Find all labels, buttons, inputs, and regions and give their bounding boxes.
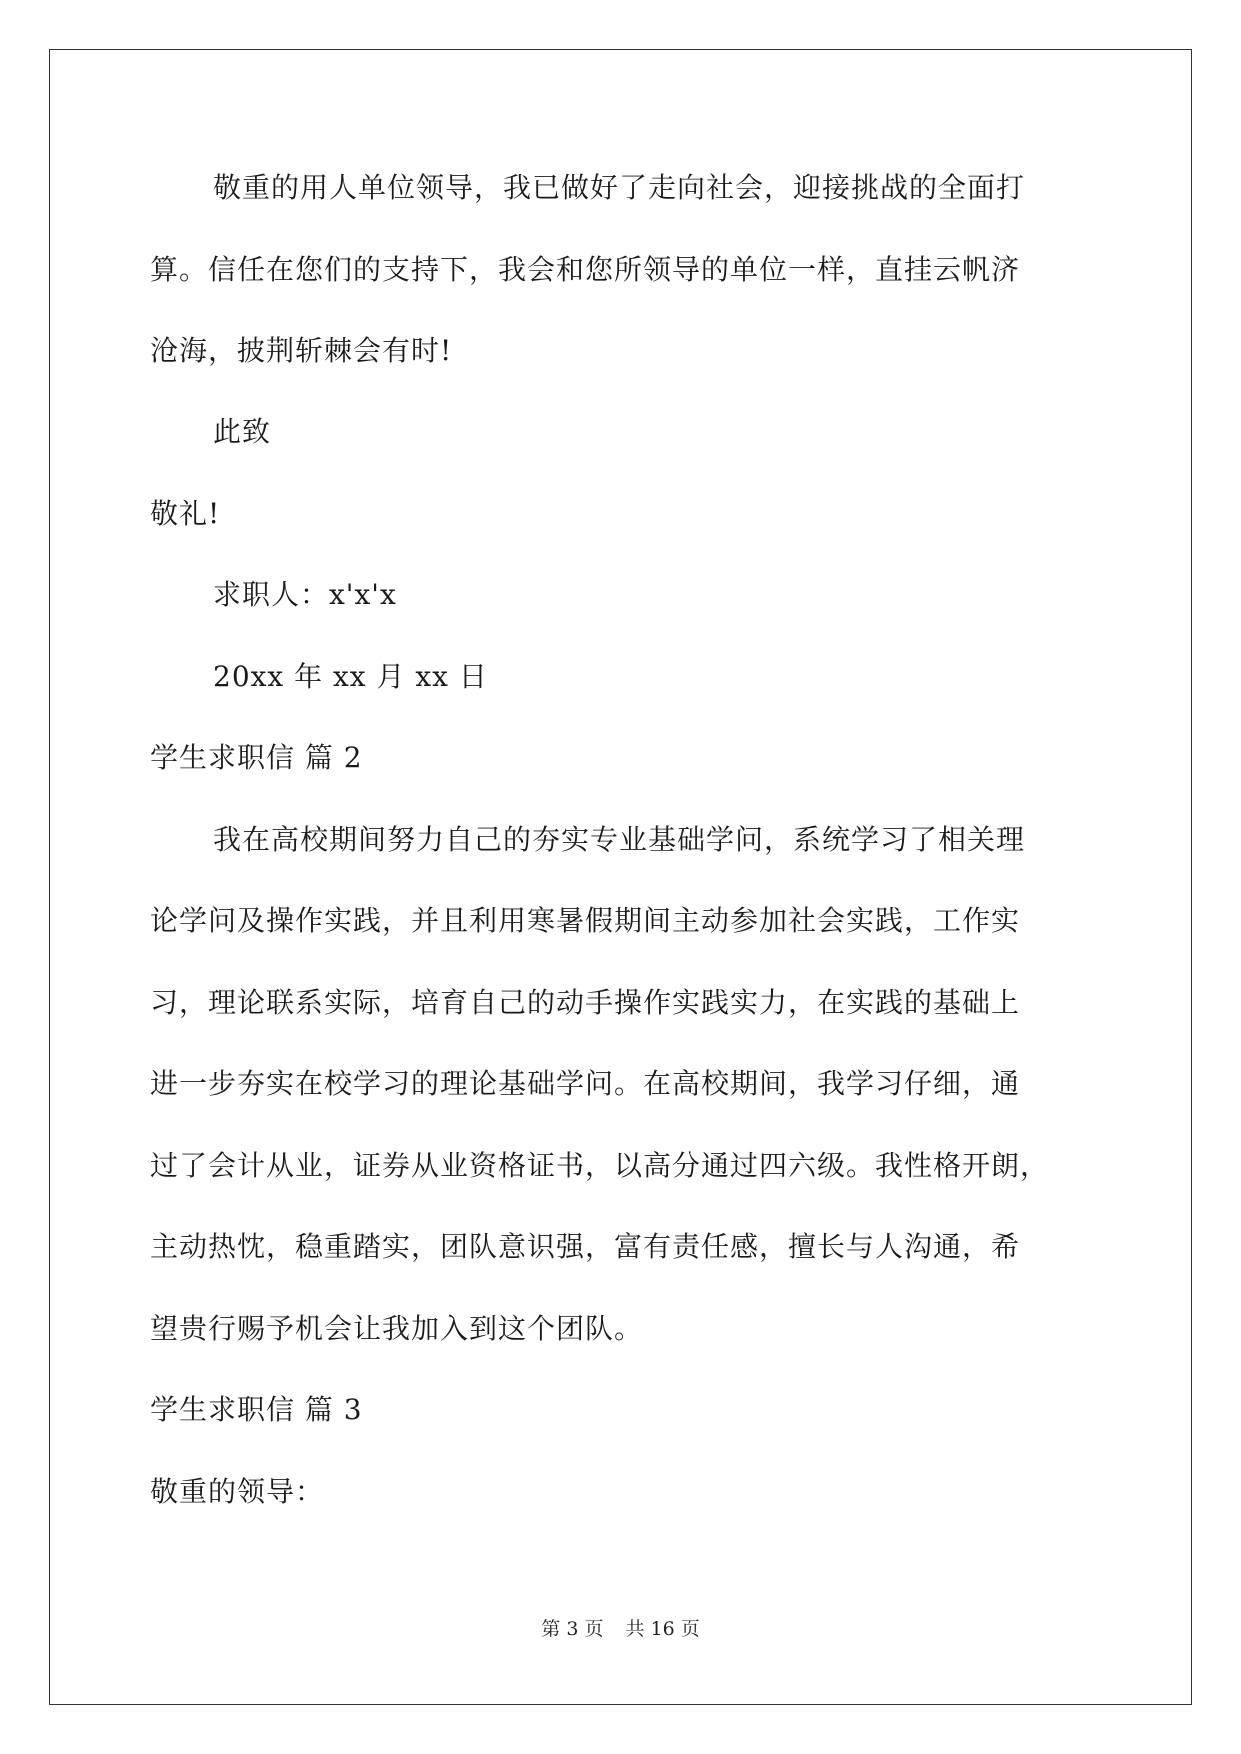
paragraph-1-line-3: 沧海，披荆斩棘会有时!	[150, 334, 453, 367]
paragraph-2-line-5: 过了会计从业，证券从业资格证书，以高分通过四六级。我性格开朗，	[150, 1149, 1050, 1182]
paragraph-2-line-4: 进一步夯实在校学习的理论基础学问。在高校期间，我学习仔细，通	[150, 1067, 1021, 1100]
page-number-current: 第 3 页	[541, 1618, 604, 1640]
closing-ci-zhi: 此致	[213, 415, 272, 448]
date: 20xx 年 xx 月 xx 日	[213, 660, 488, 693]
paragraph-2-line-2: 论学问及操作实践，并且利用寒暑假期间主动参加社会实践，工作实	[150, 904, 1021, 937]
signature: 求职人：x'x'x	[213, 578, 397, 611]
paragraph-2-line-7: 望贵行赐予机会让我加入到这个团队。	[150, 1312, 644, 1345]
section-heading-3: 学生求职信 篇 3	[150, 1393, 363, 1426]
page-border	[49, 49, 1192, 1705]
page-number-total: 共 16 页	[625, 1618, 700, 1640]
salutation-3: 敬重的领导：	[150, 1475, 325, 1508]
paragraph-2-line-3: 习，理论联系实际，培育自己的动手操作实践实力，在实践的基础上	[150, 986, 1021, 1019]
closing-jing-li: 敬礼!	[150, 497, 221, 530]
paragraph-2-line-6: 主动热忱，稳重踏实，团队意识强，富有责任感，擅长与人沟通，希	[150, 1230, 1021, 1263]
page-footer	[0, 1617, 1241, 1641]
paragraph-1-line-2: 算。信任在您们的支持下，我会和您所领导的单位一样，直挂云帆济	[150, 253, 1021, 286]
paragraph-1-line-1: 敬重的用人单位领导，我已做好了走向社会，迎接挑战的全面打	[213, 171, 1026, 204]
section-heading-2: 学生求职信 篇 2	[150, 741, 363, 774]
paragraph-2-line-1: 我在高校期间努力自己的夯实专业基础学问，系统学习了相关理	[213, 823, 1026, 856]
